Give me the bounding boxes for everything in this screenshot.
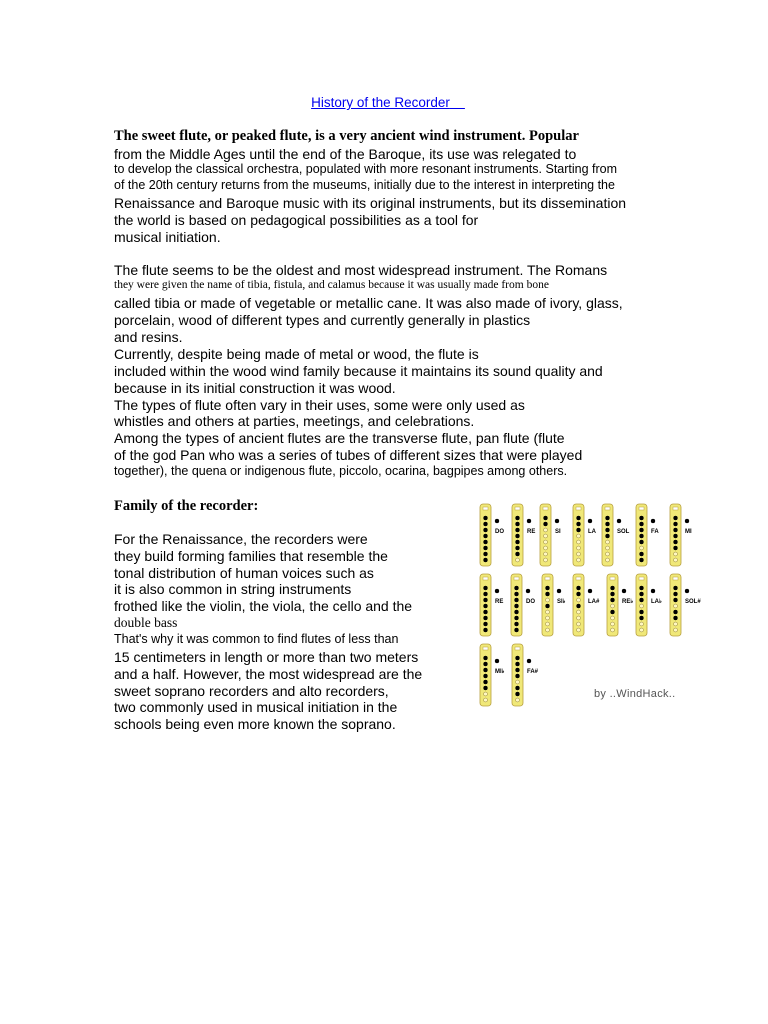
recorder-mouthpiece [673, 577, 678, 580]
finger-hole [515, 628, 519, 632]
p2-line-8: because in its initial construction it was wood. [114, 380, 396, 396]
finger-hole [577, 558, 581, 562]
thumb-hole [622, 589, 626, 593]
p2-line-5: and resins. [114, 329, 183, 345]
finger-hole [606, 552, 610, 556]
thumb-hole [557, 589, 561, 593]
finger-hole [674, 516, 678, 520]
recorder-row2-6 [670, 574, 701, 636]
finger-hole [516, 552, 520, 556]
finger-hole [516, 528, 520, 532]
finger-hole [515, 598, 519, 602]
note-label: FA [651, 529, 659, 535]
recorder-mouthpiece [610, 577, 615, 580]
finger-hole [640, 604, 644, 608]
recorder-mouthpiece [483, 647, 488, 650]
finger-hole [611, 586, 615, 590]
finger-hole [515, 604, 519, 608]
finger-hole [606, 546, 610, 550]
finger-hole [577, 598, 581, 602]
recorder-row3-1 [512, 644, 539, 706]
page-title [0, 95, 768, 110]
finger-hole [577, 628, 581, 632]
finger-hole [674, 552, 678, 556]
p3-line-11: two commonly used in musical initiation in the [114, 699, 398, 715]
recorder-mouthpiece [483, 507, 488, 510]
finger-hole [577, 592, 581, 596]
finger-hole [674, 528, 678, 532]
recorder-mouthpiece [576, 507, 581, 510]
finger-hole [544, 552, 548, 556]
finger-hole [484, 662, 488, 666]
thumb-hole [495, 519, 499, 523]
finger-hole [516, 698, 520, 702]
p2-line-11: Among the types of ancient flutes are the transverse flute, pan flute (flute [114, 430, 565, 446]
recorder-row1-4 [602, 504, 630, 566]
p2-line-10: whistles and others at parties, meetings, and celebrations. [114, 413, 475, 429]
finger-hole [516, 558, 520, 562]
p3-line-12: schools being even more known the soprano. [114, 716, 396, 732]
finger-hole [674, 540, 678, 544]
finger-hole [516, 546, 520, 550]
finger-hole [516, 662, 520, 666]
finger-hole [546, 628, 550, 632]
finger-hole [484, 668, 488, 672]
finger-hole [546, 616, 550, 620]
finger-hole [577, 540, 581, 544]
recorder-row2-2 [542, 574, 566, 636]
finger-hole [516, 686, 520, 690]
recorder-row2-0 [480, 574, 503, 636]
recorder-mouthpiece [483, 577, 488, 580]
p3-line-5: frothed like the violin, the viola, the cello and the [114, 598, 413, 614]
p3-line-6: double bass [114, 615, 178, 630]
finger-hole [577, 604, 581, 608]
finger-hole [611, 592, 615, 596]
finger-hole [516, 692, 520, 696]
chart-signature: by ..WindHack.. [594, 688, 676, 700]
finger-hole [611, 622, 615, 626]
finger-hole [640, 598, 644, 602]
finger-hole [674, 522, 678, 526]
finger-hole [516, 534, 520, 538]
finger-hole [546, 586, 550, 590]
note-label: LA♭ [651, 599, 662, 605]
note-label: MI [685, 529, 692, 535]
note-label: SI [555, 529, 561, 535]
finger-hole [484, 552, 488, 556]
finger-hole [516, 516, 520, 520]
finger-hole [640, 546, 644, 550]
p2-line-1: The flute seems to be the oldest and most widespread instrument. The Romans [114, 262, 608, 278]
thumb-hole [527, 659, 531, 663]
finger-hole [674, 592, 678, 596]
note-label: RE [495, 599, 504, 605]
recorder-mouthpiece [514, 577, 519, 580]
finger-hole [577, 534, 581, 538]
recorder-row1-6 [670, 504, 692, 566]
recorder-row1-0 [480, 504, 504, 566]
finger-hole [484, 686, 488, 690]
finger-hole [640, 522, 644, 526]
p3-line-8: 15 centimeters in length or more than two meters [114, 649, 419, 665]
recorder-row1-2 [540, 504, 561, 566]
finger-hole [484, 604, 488, 608]
p2-line-3: called tibia or made of vegetable or metallic cane. It was also made of ivory, glass, [114, 295, 623, 311]
finger-hole [674, 558, 678, 562]
p2-line-4: porcelain, wood of different types and currently generally in plastics [114, 312, 531, 328]
thumb-hole [588, 589, 592, 593]
finger-hole [606, 516, 610, 520]
finger-hole [516, 522, 520, 526]
thumb-hole [495, 589, 499, 593]
finger-hole [606, 534, 610, 538]
p2-line-2: they were given the name of tibia, fistula, and calamus because it was usually made from bone [114, 279, 549, 291]
title-link[interactable]: History of the Recorder [311, 95, 450, 110]
finger-hole [674, 586, 678, 590]
recorder-row1-3 [573, 504, 597, 566]
finger-hole [611, 610, 615, 614]
finger-hole [544, 546, 548, 550]
finger-hole [544, 516, 548, 520]
p1-line-1: The sweet flute, or peaked flute, is a very ancient wind instrument. Popular [114, 128, 579, 144]
finger-hole [577, 616, 581, 620]
finger-hole [544, 522, 548, 526]
recorder-row2-1 [511, 574, 535, 636]
finger-hole [544, 558, 548, 562]
finger-hole [484, 598, 488, 602]
recorder-row3-0 [480, 644, 505, 706]
finger-hole [546, 592, 550, 596]
family-heading: Family of the recorder: [114, 498, 259, 514]
p1-line-3: to develop the classical orchestra, populated with more resonant instruments. Starting from [114, 162, 618, 176]
thumb-hole [617, 519, 621, 523]
p3-line-7: That's why it was common to find flutes of less than [114, 632, 399, 646]
finger-hole [516, 656, 520, 660]
finger-hole [515, 586, 519, 590]
p3-line-1: For the Renaissance, the recorders were [114, 531, 368, 547]
finger-hole [611, 604, 615, 608]
p1-line-4: of the 20th century returns from the museums, initially due to the interest in interpreting the [114, 178, 615, 192]
finger-hole [640, 610, 644, 614]
finger-hole [516, 680, 520, 684]
finger-hole [674, 610, 678, 614]
finger-hole [674, 616, 678, 620]
finger-hole [640, 540, 644, 544]
finger-hole [640, 616, 644, 620]
finger-hole [546, 598, 550, 602]
p1-line-2: from the Middle Ages until the end of the Baroque, its use was relegated to [114, 146, 577, 162]
finger-hole [640, 622, 644, 626]
finger-hole [484, 546, 488, 550]
finger-hole [674, 598, 678, 602]
p3-line-10: sweet soprano recorders and alto recorders, [114, 683, 389, 699]
finger-hole [611, 598, 615, 602]
p1-line-6: the world is based on pedagogical possibilities as a tool for [114, 212, 479, 228]
finger-hole [674, 628, 678, 632]
recorder-mouthpiece [515, 647, 520, 650]
finger-hole [606, 522, 610, 526]
p2-line-12: of the god Pan who was a series of tubes of different sizes that were played [114, 447, 583, 463]
thumb-hole [495, 659, 499, 663]
finger-hole [674, 546, 678, 550]
finger-hole [484, 592, 488, 596]
finger-hole [544, 528, 548, 532]
recorder-row2-5 [636, 574, 662, 636]
finger-hole [484, 656, 488, 660]
finger-hole [640, 534, 644, 538]
note-label: RE [527, 529, 536, 535]
finger-hole [484, 516, 488, 520]
note-label: DO [495, 529, 504, 535]
note-label: SI♭ [557, 599, 566, 605]
finger-hole [515, 592, 519, 596]
finger-hole [516, 668, 520, 672]
note-label: LA [588, 529, 596, 535]
p3-line-2: they build forming families that resemble the [114, 548, 388, 564]
finger-hole [516, 540, 520, 544]
finger-hole [484, 522, 488, 526]
finger-hole [484, 528, 488, 532]
recorder-row2-4 [607, 574, 633, 636]
recorder-mouthpiece [673, 507, 678, 510]
note-label: DO [526, 599, 535, 605]
note-label: FA# [527, 669, 539, 675]
finger-hole [577, 586, 581, 590]
finger-hole [606, 540, 610, 544]
finger-hole [484, 628, 488, 632]
finger-hole [546, 622, 550, 626]
thumb-hole [555, 519, 559, 523]
finger-hole [577, 516, 581, 520]
finger-hole [484, 616, 488, 620]
finger-hole [544, 540, 548, 544]
finger-hole [484, 622, 488, 626]
thumb-hole [526, 589, 530, 593]
finger-hole [577, 552, 581, 556]
finger-hole [577, 622, 581, 626]
recorder-mouthpiece [576, 577, 581, 580]
p3-line-4: it is also common in string instruments [114, 581, 352, 597]
finger-hole [640, 516, 644, 520]
finger-hole [484, 558, 488, 562]
recorder-row2-3 [573, 574, 600, 636]
finger-hole [577, 546, 581, 550]
p2-line-6: Currently, despite being made of metal or wood, the flute is [114, 346, 479, 362]
note-label: SOL# [685, 599, 701, 605]
thumb-hole [527, 519, 531, 523]
thumb-hole [651, 589, 655, 593]
finger-hole [546, 604, 550, 608]
recorder-mouthpiece [639, 507, 644, 510]
finger-hole [640, 592, 644, 596]
finger-hole [611, 616, 615, 620]
recorder-mouthpiece [515, 507, 520, 510]
finger-hole [640, 628, 644, 632]
finger-hole [606, 558, 610, 562]
finger-hole [640, 552, 644, 556]
finger-hole [484, 680, 488, 684]
p3-line-9: and a half. However, the most widespread are the [114, 666, 423, 682]
finger-hole [674, 604, 678, 608]
finger-hole [674, 534, 678, 538]
finger-hole [516, 674, 520, 678]
p2-line-7: included within the wood wind family because it maintains its sound quality and [114, 363, 603, 379]
thumb-hole [588, 519, 592, 523]
p2-line-13: together), the quena or indigenous flute, piccolo, ocarina, bagpipes among others. [114, 464, 568, 478]
finger-hole [640, 558, 644, 562]
finger-hole [544, 534, 548, 538]
thumb-hole [651, 519, 655, 523]
note-label: LA# [588, 599, 600, 605]
recorder-mouthpiece [639, 577, 644, 580]
finger-hole [484, 540, 488, 544]
recorder-mouthpiece [605, 507, 610, 510]
finger-hole [484, 534, 488, 538]
thumb-hole [685, 589, 689, 593]
finger-hole [640, 528, 644, 532]
finger-hole [484, 674, 488, 678]
recorder-mouthpiece [545, 577, 550, 580]
finger-hole [577, 610, 581, 614]
finger-hole [515, 616, 519, 620]
p1-line-7: musical initiation. [114, 229, 221, 245]
finger-hole [515, 610, 519, 614]
finger-hole [484, 610, 488, 614]
p3-line-3: tonal distribution of human voices such as [114, 565, 374, 581]
finger-hole [577, 528, 581, 532]
note-label: MI♭ [495, 669, 505, 675]
finger-hole [484, 692, 488, 696]
p1-line-5: Renaissance and Baroque music with its original instruments, but its dissemination [114, 195, 627, 211]
finger-hole [546, 610, 550, 614]
recorder-row1-1 [512, 504, 535, 566]
p2-line-9: The types of flute often vary in their uses, some were only used as [114, 397, 525, 413]
note-label: RE♭ [622, 599, 634, 605]
finger-hole [484, 586, 488, 590]
recorder-row1-5 [636, 504, 659, 566]
finger-hole [606, 528, 610, 532]
finger-hole [515, 622, 519, 626]
finger-hole [484, 698, 488, 702]
recorder-mouthpiece [543, 507, 548, 510]
thumb-hole [685, 519, 689, 523]
finger-hole [611, 628, 615, 632]
note-label: SOL [617, 529, 630, 535]
finger-hole [674, 622, 678, 626]
recorder-fingering-chart [470, 498, 710, 718]
finger-hole [640, 586, 644, 590]
finger-hole [577, 522, 581, 526]
